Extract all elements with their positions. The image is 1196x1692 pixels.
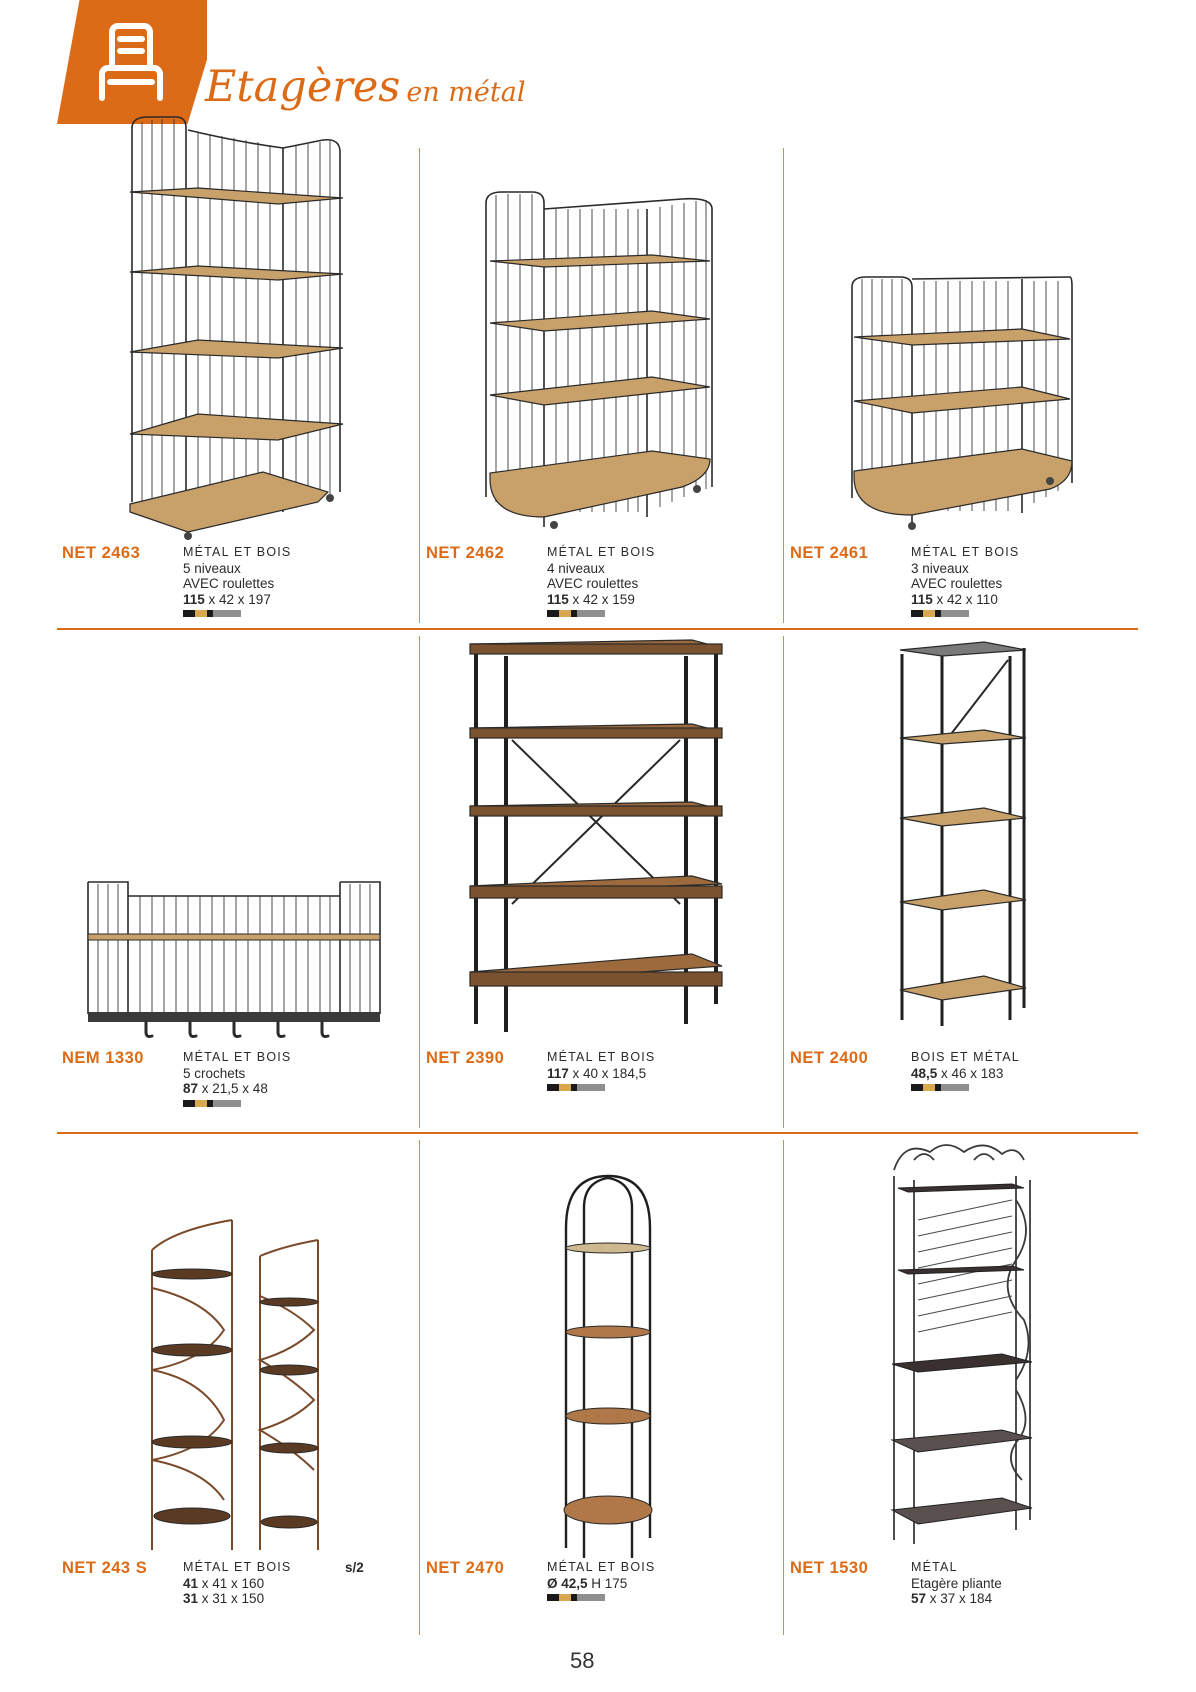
product-material: MÉTAL [911,1560,958,1574]
product-image-net2461 [850,273,1080,533]
product-description [547,1560,655,1601]
title-main: Etagères [205,62,401,112]
product-dimensions-alt: 31 x 31 x 150 [183,1591,265,1606]
product-code: NET 2390 [426,1049,505,1067]
product-image-net2400 [898,638,1028,1028]
product-detail: 5 crochets [183,1065,246,1081]
product-code: NET 2400 [790,1049,869,1067]
product-detail: AVEC roulettes [547,576,639,591]
column-divider [419,636,420,1128]
column-divider [419,148,420,623]
product-image-net2390 [466,636,730,1036]
product-detail: Etagère pliante [911,1575,1002,1591]
assembly-tools-icon [547,1594,605,1601]
product-code: NEM 1330 [62,1049,144,1067]
product-material: MÉTAL ET BOIS [911,545,1020,559]
product-description [547,1050,655,1091]
product-code: NET 2463 [62,544,141,562]
product-detail: AVEC roulettes [183,576,275,591]
page-title [205,62,525,112]
product-dimensions: 115 x 42 x 110 [911,591,998,607]
product-image-net243s [144,1210,334,1556]
page-number: 58 [570,1648,595,1673]
product-description [911,1560,1002,1607]
product-dimensions: 48,5 x 46 x 183 [911,1065,1004,1081]
product-dimensions: 57 x 37 x 184 [911,1591,993,1606]
product-detail: AVEC roulettes [911,576,1003,591]
product-detail: 5 niveaux [183,560,241,576]
product-dimensions: 117 x 40 x 184,5 [547,1065,647,1081]
product-material: MÉTAL ET BOIS [183,1050,292,1064]
product-material: MÉTAL ET BOIS [183,1560,292,1574]
product-code: NET 2461 [790,544,869,562]
product-material: MÉTAL ET BOIS [547,1050,656,1064]
product-dimensions: Ø 42,5 H 175 [547,1575,628,1591]
column-divider [783,1140,784,1635]
product-detail: 4 niveaux [547,560,605,576]
assembly-tools-icon [547,610,605,617]
product-dimensions: 115 x 42 x 159 [547,591,635,607]
product-description [547,545,655,617]
product-image-net2462 [482,187,722,537]
product-description [183,545,291,617]
product-code: NET 2470 [426,1559,505,1577]
column-divider [783,636,784,1128]
set-size-label: s/2 [345,1560,364,1575]
product-material: MÉTAL ET BOIS [183,545,292,559]
product-material: BOIS ET MÉTAL [911,1050,1020,1064]
product-dimensions: 41 x 41 x 160 [183,1575,265,1591]
column-divider [783,148,784,623]
title-sub: en métal [406,77,526,108]
product-code: NET 1530 [790,1559,869,1577]
assembly-tools-icon [183,1100,241,1107]
product-image-nem1330 [86,874,382,1044]
product-dimensions: 115 x 42 x 197 [183,591,271,607]
product-image-net2470 [560,1168,656,1558]
assembly-tools-icon [911,1084,969,1091]
product-material: MÉTAL ET BOIS [547,1560,656,1574]
product-description [183,1050,291,1107]
product-code: NET 2462 [426,544,505,562]
product-image-net1530 [884,1140,1034,1552]
row-divider [57,1132,1138,1134]
product-description [911,545,1019,617]
row-divider [57,628,1138,630]
product-code: NET 243 S [62,1559,148,1577]
assembly-tools-icon [183,610,241,617]
product-material: MÉTAL ET BOIS [547,545,656,559]
chair-icon [96,22,166,104]
assembly-tools-icon [547,1084,605,1091]
product-description [183,1560,291,1607]
assembly-tools-icon [911,610,969,617]
product-description [911,1050,1020,1091]
product-image-net2463 [118,112,358,542]
product-dimensions: 87 x 21,5 x 48 [183,1081,268,1096]
product-detail: 3 niveaux [911,560,969,576]
column-divider [419,1140,420,1635]
